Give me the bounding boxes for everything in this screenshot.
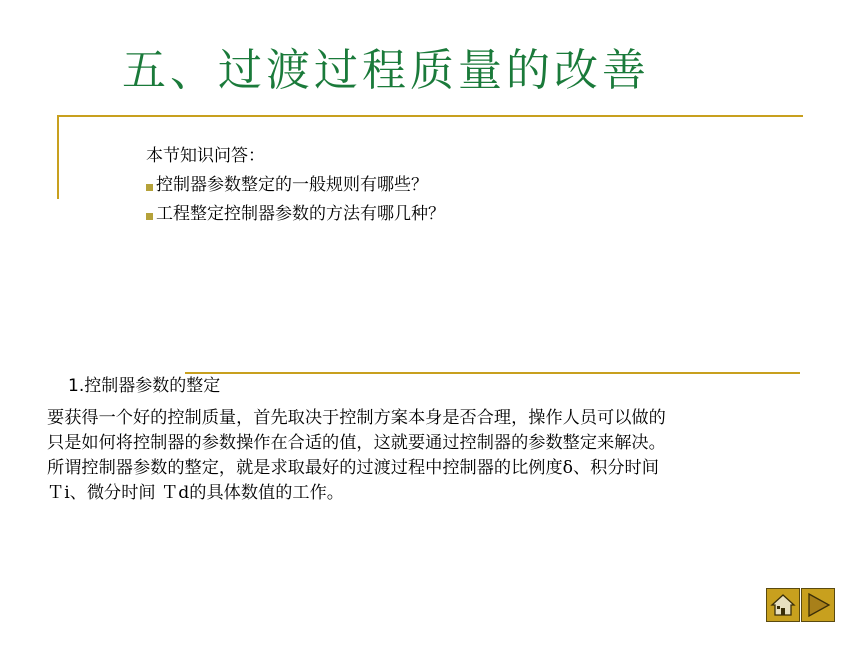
divider-top	[57, 115, 803, 117]
play-next-icon	[805, 592, 831, 618]
qa-item-text: 工程整定控制器参数的方法有哪几种？	[156, 204, 445, 224]
square-bullet-icon	[146, 184, 153, 191]
slide-title: 五、过渡过程质量的改善	[122, 45, 650, 96]
slide-navigation	[766, 588, 835, 622]
qa-item	[146, 171, 445, 200]
section-heading: 1.控制器参数的整定	[68, 376, 221, 396]
divider-left	[57, 115, 59, 199]
paragraph-line: 所谓控制器参数的整定，就是求取最好的过渡过程中控制器的比例度δ、积分时间	[47, 458, 659, 478]
qa-item	[146, 200, 445, 229]
paragraph-line: 要获得一个好的控制质量，首先取决于控制方案本身是否合理，操作人员可以做的	[47, 408, 666, 428]
paragraph-line: Ｔi、微分时间 Ｔd的具体数值的工作。	[47, 483, 344, 503]
qa-item-text: 控制器参数整定的一般规则有哪些？	[156, 175, 428, 195]
qa-block	[146, 142, 445, 229]
body-paragraph	[47, 406, 823, 506]
home-icon	[770, 593, 796, 617]
qa-heading: 本节知识问答：	[146, 146, 265, 166]
divider-middle	[185, 372, 800, 374]
paragraph-line: 只是如何将控制器的参数操作在合适的值，这就要通过控制器的参数整定来解决。	[47, 433, 666, 453]
square-bullet-icon	[146, 213, 153, 220]
next-slide-button[interactable]	[801, 588, 835, 622]
home-button[interactable]	[766, 588, 800, 622]
